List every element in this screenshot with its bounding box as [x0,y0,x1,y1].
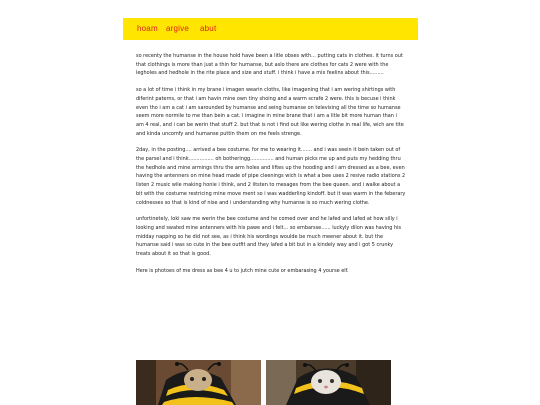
nav-link-about[interactable]: abut [200,24,217,33]
post-paragraph: so recenty the humanse in the house hold have been a litle obses with... putting cats in clothes. it turns out that clothings is more than just a thin for humanse, but aslo there are clothes for cats 2 were with the legholes and hedhole in the rite place and size and stuff. i think i have a mix feelins about this......... [136,53,403,77]
post-paragraph: so a lot of time i think in my brane i imagen wearin cloths, like imagening that i am wering shirtings with diferint paterns, or that i am havin mine own tiny shoing and a warm scrafe 2 were. this is becuse i think even tho i am a cat i am sarounded by humanse and seing humanse on televising all the time so humanse seem more normile to me than bein a cat. i imagine in mine brane that i am a litle bit more human than i am 4 real, and i can be werin that stuff 2. but that is not i find out like wering clothe in real life, wich are tite and kinda uncomfy and humanse puttin them on me feels strenge. [136,87,404,137]
nav-link-home[interactable]: hoam [137,24,158,33]
cat-bee-photo[interactable] [136,360,261,405]
post-paragraph: Here is photoes of me dress as bee 4 u to jutch mine cute or embarasing 4 yourse elf. [136,267,349,274]
cat-bee-photo[interactable] [266,360,391,405]
blog-post [136,52,406,283]
top-navigation-bar [123,18,418,40]
nav-link-archive[interactable]: argive [166,24,189,33]
post-paragraph: unfortinetely, loki saw me werin the bee costume and he comed over and he lafed and lafed at how silly i looking and swated mine antenners with his pawe and i felt... so embarsse...... luckyly dilon was having his midday napping so he did not see, as i think his wordings woulde be much meener about it. but the humanse said i was so cute in the bee outfit and they lafed a bit but in a kindely way and i got 5 crunky treats about it so that is good. [136,216,402,258]
post-paragraph: 2day, in the posting.... arrived a bee costume. for me to wearing it....... and i was seein it bein taken out of the parsel and i think................ oh botheringg............... and human picks me up and puts my hedding thru the hedhole and mine armings thru the arm holes and liftes up the hooding and i am dressed as a bee, even having the antenners on mine head made of pipe cleenings wich is what a bee uses 2 resive radio stations 2 listen 2 music wile making honie i think, and 2 litsten to mesages from the bee queen. and i walke about a bit with the costume restricing mine move ment so i was wadderling kindoff. but it was warm in the feberary coldnesses so that is kind of nise and i understanding why humanse is so much wering clothe. [136,147,406,206]
photo-gallery [136,360,406,405]
